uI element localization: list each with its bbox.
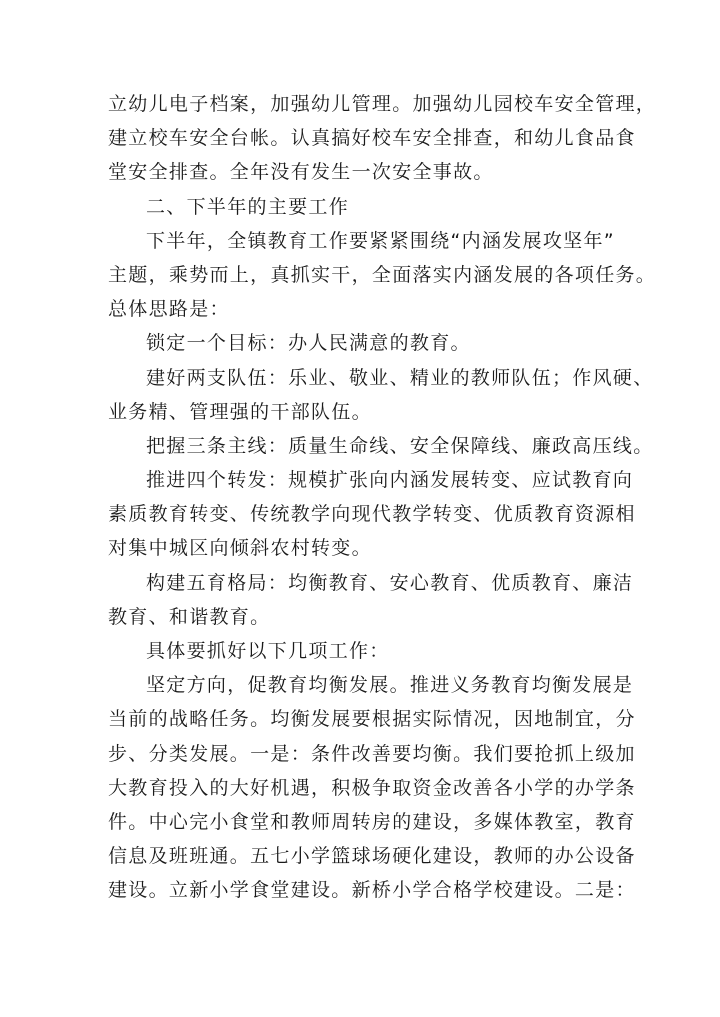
text-line: 堂安全排查。全年没有发生一次安全事故。	[108, 161, 494, 184]
text-line: 二、下半年的主要工作	[146, 195, 350, 218]
text-line: 素质教育转变、传统教学向现代教学转变、优质教育资源相	[108, 503, 636, 526]
text-line: 构建五育格局：均衡教育、安心教育、优质教育、廉洁	[146, 571, 634, 594]
text-line: 锁定一个目标：办人民满意的教育。	[146, 332, 471, 355]
text-line: 对集中城区向倾斜农村转变。	[108, 537, 372, 560]
text-line: 立幼儿电子档案，加强幼儿管理。加强幼儿园校车安全管理，	[108, 93, 657, 115]
text-line: 信息及班班通。五七小学篮球场硬化建设，教师的办公设备	[108, 845, 636, 868]
text-line: 件。中心完小食堂和教师周转房的建设，多媒体教室，教育	[108, 810, 636, 833]
body-text	[108, 87, 657, 908]
text-line: 下半年，全镇教育工作要紧紧围绕“内涵发展攻坚年”	[146, 229, 615, 252]
text-line: 步、分类发展。一是：条件改善要均衡。我们要抢抓上级加	[108, 742, 636, 765]
text-line: 主题，乘势而上，真抓实干，全面落实内涵发展的各项任务。	[108, 263, 657, 286]
text-line: 具体要抓好以下几项工作：	[146, 640, 390, 662]
text-line: 当前的战略任务。均衡发展要根据实际情况，因地制宜，分	[108, 708, 636, 731]
text-line: 坚定方向，促教育均衡发展。推进义务教育均衡发展是	[146, 674, 634, 697]
text-line: 业务精、管理强的干部队伍。	[108, 400, 372, 423]
text-line: 总体思路是：	[108, 298, 230, 321]
text-line: 建设。立新小学食堂建设。新桥小学合格学校建设。二是：	[108, 879, 636, 902]
text-line: 教育、和谐教育。	[108, 605, 271, 628]
text-line: 建好两支队伍：乐业、敬业、精业的教师队伍；作风硬、	[146, 366, 654, 389]
text-line: 推进四个转发：规模扩张向内涵发展转变、应试教育向	[146, 469, 634, 492]
text-line: 建立校车安全台帐。认真搞好校车安全排查，和幼儿食品食	[108, 127, 636, 150]
text-line: 大教育投入的大好机遇，积极争取资金改善各小学的办学条	[108, 776, 636, 799]
text-line: 把握三条主线：质量生命线、安全保障线、廉政高压线。	[146, 434, 654, 457]
